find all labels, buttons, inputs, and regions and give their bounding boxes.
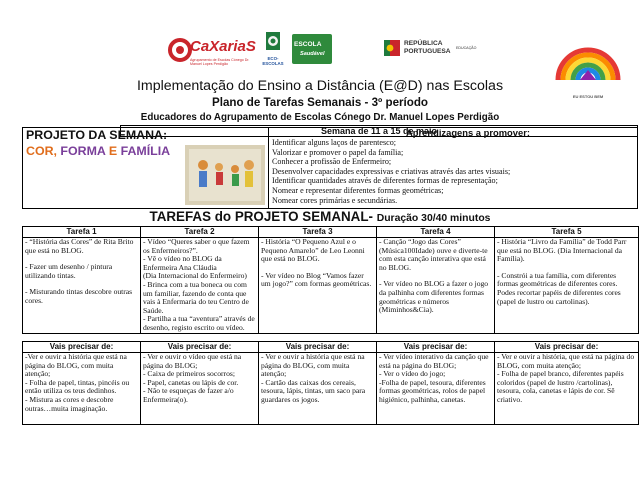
task-text: - “História das Cores” de Rita Brito que está no BLOG. bbox=[25, 237, 134, 255]
caxarias-subtitle: Agrupamento de Escolas Cónego Dr. Manuel Lopes Perdigão bbox=[190, 58, 250, 66]
escola-saudavel-logo bbox=[292, 34, 332, 64]
needs-table bbox=[22, 341, 639, 425]
rp-line2: PORTUGUESA bbox=[404, 48, 451, 55]
learning-item: Nomear e representar diferentes formas geométricas; bbox=[272, 185, 444, 195]
theme-word-forma: FORMA bbox=[60, 144, 109, 158]
eco-label: ECO-ESCOLAS bbox=[262, 56, 284, 66]
tasks-table bbox=[22, 226, 639, 334]
theme-word-cor: COR, bbox=[26, 144, 61, 158]
rp-education: EDUCAÇÃO bbox=[456, 46, 477, 50]
escola-label: ESCOLA bbox=[294, 41, 322, 48]
caxarias-logo bbox=[168, 30, 254, 76]
task-cell bbox=[495, 238, 639, 334]
tasks-heading bbox=[0, 209, 640, 224]
eco-flag-icon bbox=[258, 30, 288, 56]
task-cell bbox=[23, 238, 141, 334]
needs-cell: - Ver e ouvir o vídeo que está na página do BLOG; - Caixa de primeiros socorros; - Papel, canetas ou lápis de cor. - Não te esqueças de fazer a/o Enfermeira(o). bbox=[141, 353, 259, 425]
task-text: - Ver vídeo no BLOG a fazer o jogo da palhinha com diferentes formas geométricas e números (Miminhos&Cia). bbox=[379, 279, 489, 315]
task-text: - Ver vídeo no Blog “Vamos fazer um jogo?” com formas geométricas. bbox=[261, 270, 372, 289]
needs-header: Vais precisar de: bbox=[23, 342, 141, 353]
week-banner: Semana de 11 a 15 de maio bbox=[120, 125, 638, 137]
family-drawing-icon bbox=[185, 145, 265, 205]
needs-cell: - Ver vídeo interativo da canção que está na página do BLOG; - Ver o vídeo do jogo; -Folha de papel, tesoura, diferentes formas geométricas, rolos de papel higiénico, palhinha, canetas. bbox=[377, 353, 495, 425]
saudavel-label: Saudável bbox=[300, 51, 325, 57]
coat-of-arms-icon bbox=[384, 38, 400, 58]
learning-item: Valorizar e promover o papel da família; bbox=[272, 147, 404, 157]
task-text: - Vídeo “Queres saber o que fazem os Enfermeiros?”. - Vê o vídeo no BLOG da Enfermeira Ana Cláudia (Dia Internacional do Enfermeiro) - Brinca com a tua boneca ou com um familiar, fazendo de conta que vais à Enfermaria do teu Centro de Saúde. - Partilha a tua “aventura” através de desenho, registo escrito ou vídeo. bbox=[143, 237, 255, 332]
task-header: Tarefa 1 bbox=[23, 227, 141, 238]
needs-header: Vais precisar de: bbox=[259, 342, 377, 353]
task-text: - Misturando tintas descobre outras cores. bbox=[25, 287, 133, 305]
task-text: - História “Livro da Família” de Todd Parr que está no BLOG. (Dia Internacional da Família). bbox=[497, 237, 627, 264]
needs-header: Vais precisar de: bbox=[377, 342, 495, 353]
learning-item: Identificar quantidades através de diferentes formas de representação; bbox=[272, 176, 498, 186]
theme-word-familia: FAMÍLIA bbox=[120, 144, 171, 158]
learning-item: Nomear cores primárias e secundárias. bbox=[272, 195, 398, 205]
tasks-duration: Duração 30/40 minutos bbox=[376, 213, 491, 224]
task-header: Tarefa 4 bbox=[377, 227, 495, 238]
project-label: PROJETO DA SEMANA: bbox=[26, 128, 168, 142]
task-cell bbox=[141, 238, 259, 334]
eco-escolas-logo bbox=[258, 30, 288, 64]
needs-header: Vais precisar de: bbox=[141, 342, 259, 353]
eu-estou-bem-label: EU ESTOU BEM bbox=[572, 94, 604, 99]
republica-portuguesa-logo bbox=[384, 38, 477, 60]
task-text: - Constrói a tua família, com diferentes formas geométricas de diferentes cores. Podes recortar papéis de diferentes cores (papel de lustro ou cartolinas). bbox=[497, 270, 621, 306]
learning-item: Identificar alguns laços de parentesco; bbox=[272, 138, 397, 147]
theme-word-e: E bbox=[108, 144, 121, 158]
learning-heading: Aprendizagens a promover: bbox=[406, 127, 530, 138]
caxarias-wordmark: CaXariaS bbox=[190, 38, 256, 55]
tasks-heading-main: TAREFAS do PROJETO SEMANAL- bbox=[149, 209, 373, 224]
rp-line1: REPÚBLICA bbox=[404, 40, 443, 47]
needs-cell: - Ver e ouvir a história, que está na página do BLOG, com muita atenção; - Folha de papel branco, diferentes papéis coloridos (papel de lustro /cartolinas), tesoura, cola, canetas e lápis de cor. Sê criativo. bbox=[495, 353, 639, 425]
needs-header: Vais precisar de: bbox=[495, 342, 639, 353]
learning-item: Conhecer a profissão de Enfermeiro; bbox=[272, 157, 392, 167]
teachers-line: Educadores do Agrupamento de Escolas Cónego Dr. Manuel Lopes Perdigão bbox=[140, 112, 500, 123]
task-text: - Canção “Jogo das Cores” (Música100Idade) ouve e diverte-te com esta canção interativa que está no BLOG. bbox=[379, 237, 488, 272]
needs-cell: - Ver e ouvir a história que está na página do BLOG, com muita atenção; - Cartão das caixas dos cereais, tesoura, lápis, tintas, um saco para guardares os jogos. bbox=[259, 353, 377, 425]
task-header: Tarefa 5 bbox=[495, 227, 639, 238]
task-header: Tarefa 3 bbox=[259, 227, 377, 238]
task-cell bbox=[259, 238, 377, 334]
family-drawing-image bbox=[185, 145, 265, 205]
task-text: - Fazer um desenho / pintura utilizando tintas. bbox=[25, 262, 113, 280]
project-theme bbox=[26, 144, 170, 158]
learning-item: Desenvolver capacidades expressivas e criativas através das artes visuais; bbox=[272, 166, 511, 176]
task-header: Tarefa 2 bbox=[141, 227, 259, 238]
task-cell bbox=[377, 238, 495, 334]
plan-subtitle: Plano de Tarefas Semanais - 3º período bbox=[212, 96, 428, 109]
task-text: - História “O Pequeno Azul e o Pequeno Amarelo” de Leo Leonni que está no BLOG. bbox=[261, 237, 365, 264]
page-title: Implementação do Ensino a Distância (E@D) nas Escolas bbox=[136, 78, 504, 94]
needs-cell: -Ver e ouvir a história que está na página do BLOG, com muita atenção; - Folha de papel, tintas, pincéis ou então utiliza os teus dedinhos. - Mistura as cores e descobre outras…muita imaginação. bbox=[23, 353, 141, 425]
learning-list bbox=[272, 138, 632, 205]
